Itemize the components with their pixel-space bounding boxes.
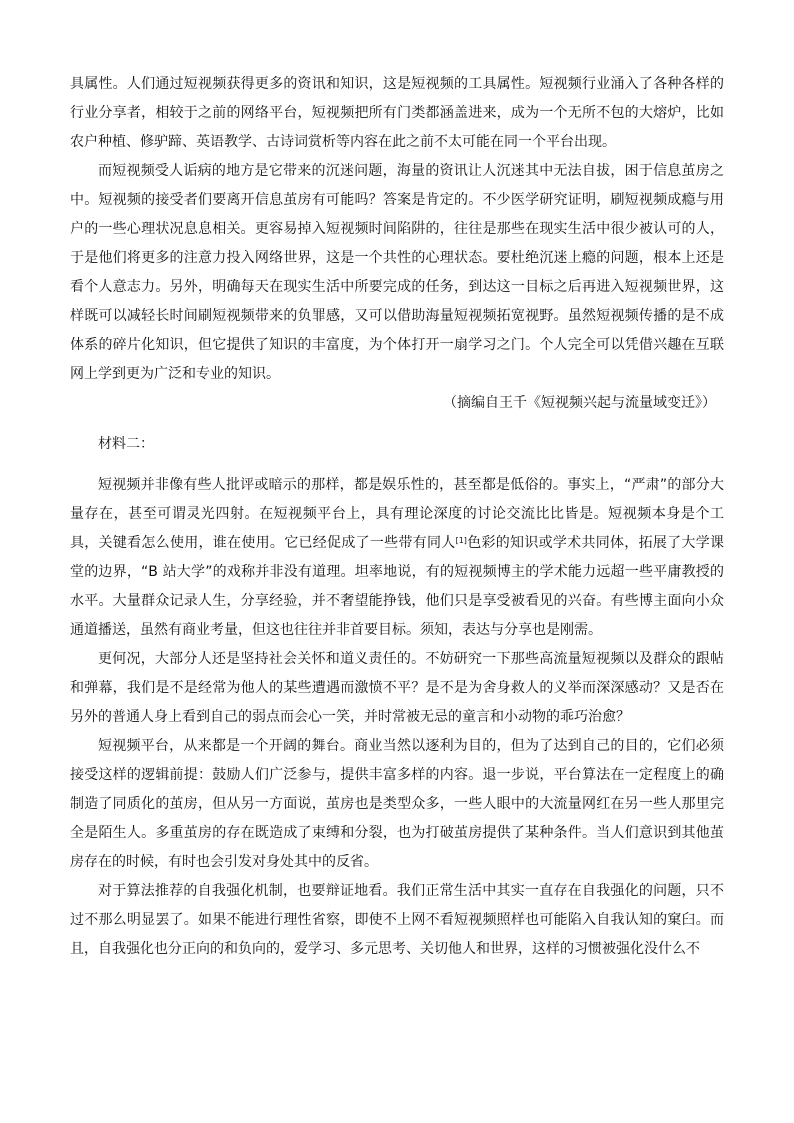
paragraph: 而短视频受人诟病的地方是它带来的沉迷问题，海量的资讯让人沉迷其中无法自拔，困于信息茧房之中。短视频的接受者们要离开信息茧房有可能吗？答案是肯定的。不少医学研究证明，刷短视频成瘾与用户的一些心理状况息息相关。更容易掉入短视频时间陷阱的，往往是那些在现实生活中很少被认可的人，于是他们将更多的注意力投入网络世界，这是一个共性的心理状态。要杜绝沉迷上瘾的问题，根本上还是看个人意志力。另外，明确每天在现实生活中所要完成的任务，到达这一目标之后再进入短视频世界，这样既可以减轻长时间刷短视频带来的负罪感，又可以借助海量短视频拓宽视野。虽然短视频传播的是不成体系的碎片化知识，但它提供了知识的丰富度，为个体打开一扇学习之门。个人完全可以凭借兴趣在互联网上学到更为广泛和专业的知识。 <box>70 163 724 382</box>
paragraph: 短视频平台，从来都是一个开阔的舞台。商业当然以逐利为目的，但为了达到自己的目的，它们必须接受这样的逻辑前提：鼓励人们广泛参与，提供丰富多样的内容。退一步说，平台算法在一定程度上的确制造了同质化的茧房，但从另一方面说，茧房也是类型众多，一些人眼中的大流量网红在另一些人那里完全是陌生人。多重茧房的存在既造成了束缚和分裂，也为打破茧房提供了某种条件。当人们意识到其他茧房存在的时候，有时也会引发对身处其中的反省。 <box>70 738 724 870</box>
document-page <box>70 70 724 964</box>
paragraph: 具属性。人们通过短视频获得更多的资讯和知识，这是短视频的工具属性。短视频行业涌入了各种各样的行业分享者，相较于之前的网络平台，短视频把所有门类都涵盖进来，成为一个无所不包的大熔炉，比如农户种植、修驴蹄、英语教学、古诗词赏析等内容在此之前不太可能在同一个平台出现。 <box>70 76 724 150</box>
source-citation: （摘编自王千《短视频兴起与流量域变迁》） <box>443 395 716 411</box>
footnote-marker: [1] <box>455 536 467 545</box>
paragraph: 更何况，大部分人还是坚持社会关怀和道义责任的。不妨研究一下那些高流量短视频以及群众的跟帖和弹幕，我们是不是经常为他人的某些遭遇而激愤不平？是不是为舍身救人的义举而深深感动？又是否在另外的普通人身上看到自己的弱点而会心一笑，并时常被无忌的童言和小动物的乖巧治愈？ <box>70 651 724 725</box>
paragraph <box>70 471 724 645</box>
section-heading: 材料二： <box>98 436 154 452</box>
paragraph: 对于算法推荐的自我强化机制，也要辩证地看。我们正常生活中其实一直存在自我强化的问题，只不过不那么明显罢了。如果不能进行理性省察，即使不上网不看短视频照样也可能陷入自我认知的窠臼。而且，自我强化也分正向的和负向的，爱学习、多元思考、关切他人和世界，这样的习惯被强化没什么不 <box>70 883 724 957</box>
paragraph-text: 短视频并非像有些人批评或暗示的那样，都是娱乐性的，甚至都是低俗的。事实上，“严肃”的部分大量存在，甚至可谓灵光四射。在短视频平台上，具有理论深度的讨论交流比比皆是。短视频本身是个工具，关键看怎么使用，谁在使用。它已经促成了一些带有同人 <box>70 477 724 551</box>
paragraph-text: 色彩的知识或学术共同体，拓展了大学课堂的边界，“B 站大学”的戏称并非没有道理。坦率地说，有的短视频博主的学术能力远超一些平庸教授的水平。大量群众记录人生，分享经验，并不奢望能挣钱，他们只是享受被看见的兴奋。有些博主面向小众通道播送，虽然有商业考量，但这也往往并非首要目标。须知，表达与分享也是刚需。 <box>70 535 724 638</box>
